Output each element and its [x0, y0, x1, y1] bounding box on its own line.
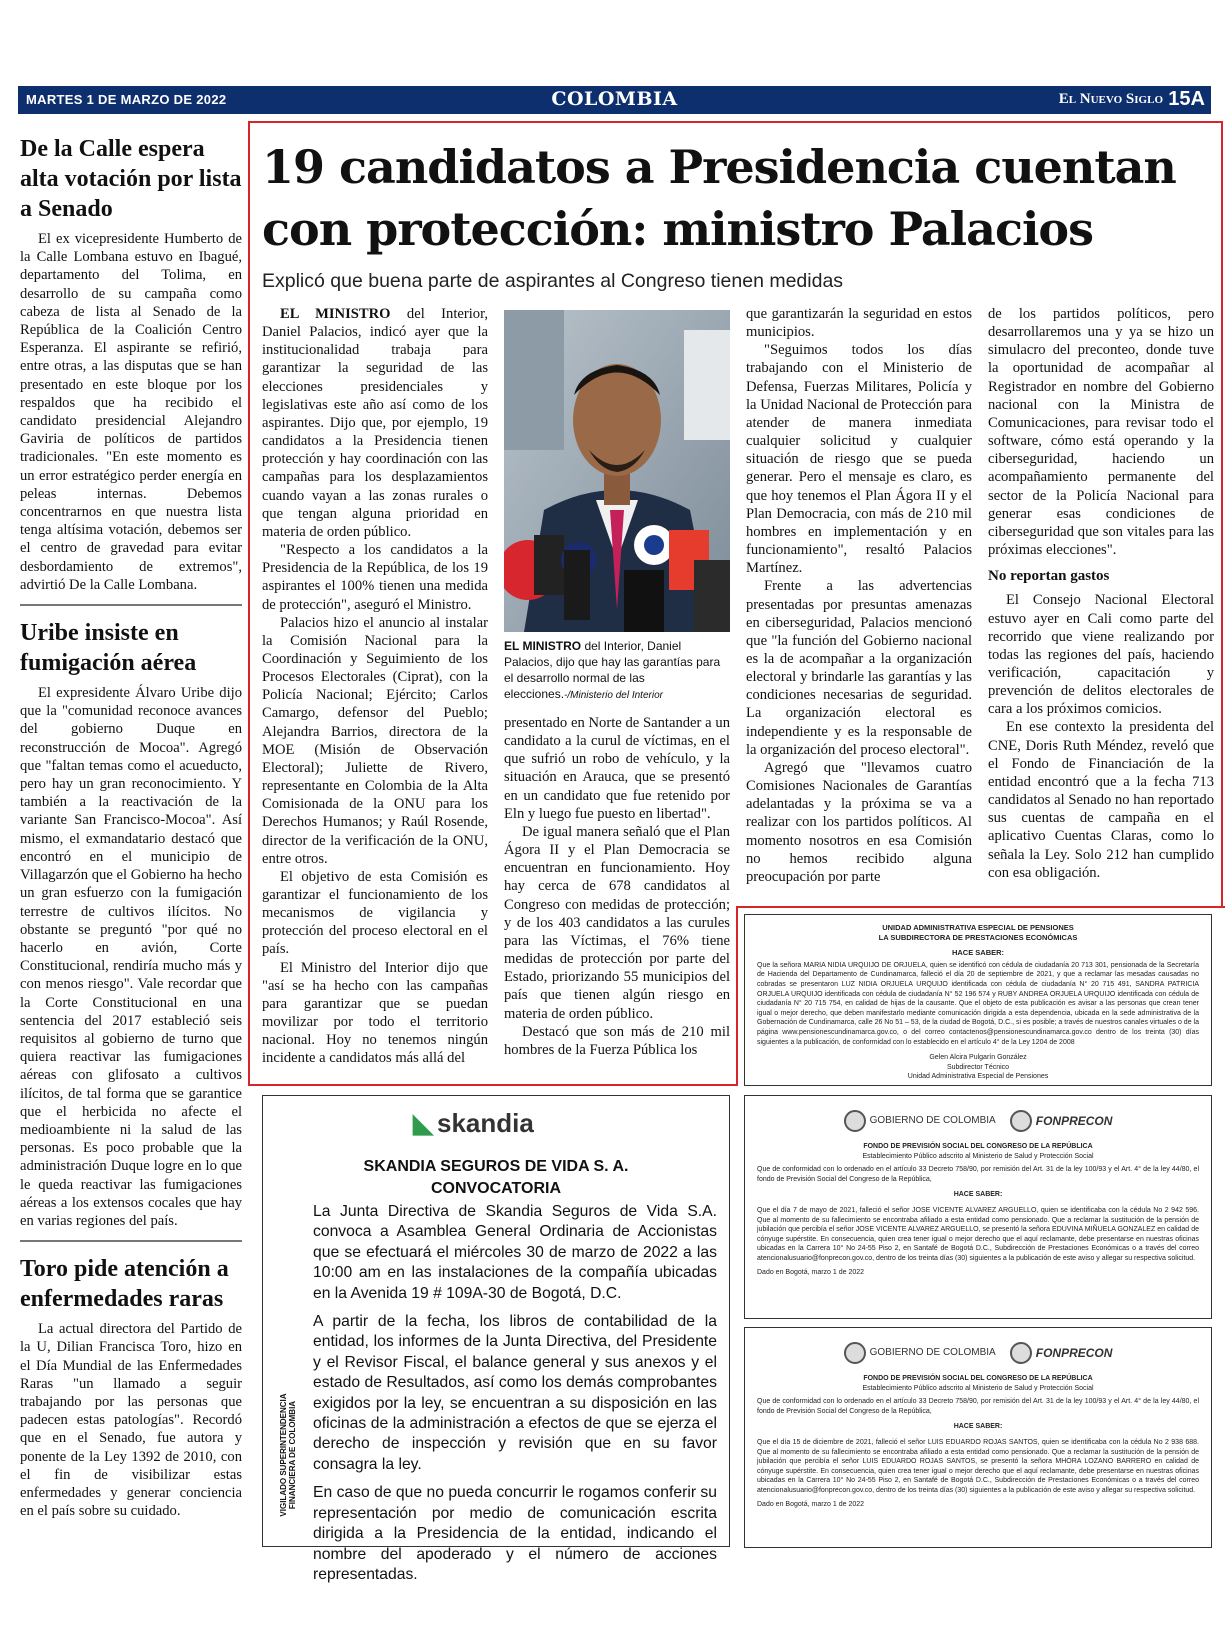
fonprecon-seal-icon	[1010, 1110, 1032, 1132]
article-paragraph	[262, 305, 488, 541]
article-subtitle: No reportan gastos	[988, 568, 1110, 585]
page-header	[18, 86, 1211, 114]
skandia-logo-text: skandia	[437, 1108, 534, 1138]
notice-logos	[757, 1104, 1199, 1138]
brief-body	[20, 230, 242, 594]
brief	[20, 618, 242, 1230]
skandia-logo-icon: ◣	[413, 1108, 433, 1138]
colombia-seal-icon	[844, 1110, 866, 1132]
brief-title: Uribe insiste en fumigación aérea	[20, 620, 197, 677]
photo-credit: -/Ministerio del Interior	[564, 690, 663, 701]
article-subhead: Explicó que buena parte de aspirantes al Congreso tienen medidas	[262, 270, 844, 292]
article-highlight-frame-step	[737, 906, 1225, 908]
article-paragraph: "Seguimos todos los días trabajando con el Ministerio de Defensa, Fuerzas Militares, Policía y la Unidad Nacional de Protección para atender de manera inmediata cualquier solicitud y cualquier situación de riesgo que se pueda generar. Pero el mensaje es claro, es que hoy tenemos el Plan Ágora II y el Plan Democracia, con más de 210 mil hombres en implementación y en funcionamiento", resaltó Palacios Martínez.	[746, 342, 972, 577]
fonprecon-logo	[1010, 1342, 1113, 1364]
article-paragraph: El Ministro del Interior dijo que "así se ha hecho con las campañas para garantizar que se puedan movilizar por todo el territorio nacional. Hoy no tenemos ningún incidente a candidatos más allá del	[262, 959, 488, 1067]
notice-date: Dado en Bogotá, marzo 1 de 2022	[757, 1500, 865, 1508]
caption-text: del Interior, Daniel Palacios, dijo que hay las garantías para el desarrollo normal de las elecciones.	[504, 639, 721, 701]
notice-body: Que el día 15 de diciembre de 2021, falleció el señor LUIS EDUARDO ROJAS SANTOS, quien se identificaba con la cédula No 2 938 688. Que al momento de su fallecimiento se encontraba afiliado a esta entidad como pensionado. Que a reclamar la sustitución de la pensión de jubilación que percibía el señor LUIS EDUARDO ROJAS SANTOS, se presentó la señora MHÓRA LOZANO BARRERO en calidad de cónyuge supérstite. En consecuencia, quien crea tener igual o mejor derecho que el aquí reclamante, debe presentarse en nuestras oficinas ubicadas en la Carrera 10° No 24-55 Piso 2, en Santafé de Bogotá D.C., Subdirección de Prestaciones Económicas o a través del correo atencionalusuario@fonprecon.gov.co, dentro de los treinta días (30) siguientes a la publicación de este aviso y allegar su respectiva solicitud.	[757, 1438, 1199, 1494]
article-column-3	[746, 305, 972, 886]
article-paragraph: De igual manera señaló que el Plan Ágora II y el Plan Democracia se encuentran en funcionamiento. Hoy hay cerca de 678 candidatos al Congreso con medidas de protección; y de los 403 candidatos a las curules para las Víctimas, el 76% tiene medidas de protección por parte del Estado, priorizando 55 municipios del país que tienen algún riesgo en materia de orden público.	[504, 823, 730, 1022]
brief-text: El ex vicepresidente Humberto de la Calle Lombana estuvo en Ibagué, departamento del Tolima, en desarrollo de su campaña como cabeza de lista al Senado de la República de la Coalición Centro Esperanza. El aspirante se refirió, entre otras, a las disputas que se han presentado en este bloque por los respaldos que ha recibido el candidato presidencial Alejandro Gaviria de políticos de partidos tradicionales. "En este momento es un error estratégico perder energía en peleas internas. Debemos concentrarnos en que nuestra lista tenga altísima votación, debemos ser el centro de gravedad para evitar desbordamiento de extremos", advirtió De la Calle Lombana.	[20, 231, 242, 593]
notice-subtitle: Establecimiento Público adscrito al Ministerio de Salud y Protección Social	[862, 1152, 1094, 1160]
article-paragraph: de los partidos políticos, pero desarrollaremos una y ya se hizo un simulacro del preconteo, donde tuve la oportunidad de acompañar al Registrador en nombre del Gobierno nacional con la Ministra de Comunicaciones, para revisar todo el software, cómo está operando y la ciberseguridad, haciendo un acompañamiento permanente del sector de la Policía Nacional para generar esas condiciones de ciberseguridad que son vitales para las próximas elecciones".	[988, 306, 1214, 559]
article-paragraph: "Respecto a los candidatos a la Presidencia de la República, de los 19 aspirantes el 100% tienen una medida de protección", aseguró el Ministro.	[262, 542, 488, 613]
minister-photo	[504, 310, 730, 632]
vigilado-stamp	[273, 1366, 303, 1536]
pension-notice	[744, 914, 1212, 1086]
brief-text: El expresidente Álvaro Uribe dijo que la "comunidad reconoce avances del gobierno Duque en reconstrucción de Mocoa". Agregó que "faltan temas como el acueducto, pero hay un gran reconocimiento. Y también a la reactivación de la variante San Francisco-Mocoa". Así mismo, el exmandatario destacó que encontró en el municipio de Villagarzón que el Gobierno ha hecho un gran esfuerzo con la fumigación terrestre de cultivos ilícitos. No obstante se preguntó "por qué no hacerlo en avión, Corte Constitucional, rendiría mucho más y con menos riesgo". Vale recordar que la Corte Constitucional en una sentencia del 2017 estableció seis requisitos al gobierno de turno que quiera reactivar las fumigaciones aéreas con glifosato a cultivos ilícitos, de tal forma que se garantice que el herbicida no afecte el medioambiente ni la salud de las personas. Es poco probable que la administración Duque logre en lo que le queda reactivar las fumigaciones aéreas a los extensos cocales que hay en varias regiones del país.	[20, 685, 242, 1229]
brief	[20, 1254, 242, 1520]
brief-body	[20, 684, 242, 1230]
fonprecon-notice	[744, 1095, 1212, 1319]
article-paragraph: El objetivo de esta Comisión es garantizar el funcionamiento de los mecanismos de vigilancia y protección del proceso electoral en el país.	[262, 868, 488, 958]
colombia-seal-icon	[844, 1342, 866, 1364]
article-paragraph: Destacó que son más de 210 mil hombres de la Fuerza Pública los	[504, 1023, 730, 1058]
notice-subtitle: Establecimiento Público adscrito al Ministerio de Salud y Protección Social	[862, 1384, 1094, 1392]
notice-signer: Gelen Alcira Pulgarín González	[929, 1054, 1027, 1062]
notice-signer-role: Subdirector Técnico	[946, 1063, 1010, 1071]
skandia-title: CONVOCATORIA	[430, 1180, 562, 1197]
notice-logos	[757, 1336, 1199, 1370]
divider	[20, 604, 242, 606]
article-paragraph: presentado en Norte de Santander a un candidato a la curul de víctimas, en el que sufrió un robo de vehículo, y la situación en Arauca, que se presentó en un candidato que fue retenido por Eln y luego fue puesto en libertad".	[504, 715, 730, 822]
gobierno-logo	[844, 1342, 996, 1364]
notice-hace-saber: HACE SABER:	[953, 1423, 1003, 1431]
gobierno-logo	[844, 1110, 996, 1132]
paragraph-text: del Interior, Daniel Palacios, indicó ayer que la institucionalidad trabaja para garantizar la seguridad de las elecciones presidenciales y legislativas este año así como de los aspirantes. Dijo que, por ejemplo, 19 candidatos a la Presidencia tienen protección y hay coordinación con las campañas para los desplazamientos cuando vayan a las zonas rurales o que tengan alguna prioridad en materia de orden público.	[262, 306, 488, 540]
brief-title: De la Calle espera alta votación por lista a Senado	[20, 136, 242, 222]
brief-title: Toro pide atención a enfermedades raras	[20, 1256, 229, 1313]
caption-lead: EL MINISTRO	[504, 639, 582, 653]
article-paragraph: Agregó que "llevamos cuatro Comisiones Nacionales de Garantías adelantadas y la próxima se va a realizar con los partidos políticos. Al momento nosotros en esa Comisión no hemos recibido alguna preocupación por parte	[746, 759, 972, 885]
gobierno-logo-text: GOBIERNO DE COLOMBIA	[869, 1347, 996, 1358]
vigilado-text: VIGILADO SUPERINTENDENCIA FINANCIERA DE COLOMBIA	[279, 1393, 297, 1517]
notice-hace-saber: HACE SABER:	[953, 1191, 1003, 1199]
page-number: 15A	[1168, 88, 1205, 110]
notice-hace-saber: HACE SABER:	[951, 948, 1005, 958]
divider	[20, 1240, 242, 1242]
fonprecon-notice	[744, 1327, 1212, 1548]
article-paragraph: El Consejo Nacional Electoral estuvo ayer en Cali como parte del recorrido que viene realizando por todas las regiones del país, haciendo verificación, capacitación y prevención de delitos electorales de cara a los próximos comicios.	[988, 592, 1214, 718]
fonprecon-seal-icon	[1010, 1342, 1032, 1364]
article-paragraph: que garantizarán la seguridad en estos municipios.	[746, 306, 972, 341]
article-column-1	[262, 305, 488, 1068]
notice-title: FONDO DE PREVISIÓN SOCIAL DEL CONGRESO DE LA REPÚBLICA	[863, 1143, 1093, 1150]
skandia-paragraph: La Junta Directiva de Skandia Seguros de Vida S.A. convoca a Asamblea General Ordinaria de Accionistas que se efectuará el miércoles 30 de marzo de 2022 a las 10:00 am en las instalaciones de la compañía ubicadas en la Avenida 19 # 109A-30 de Bogotá, D.C.	[313, 1203, 717, 1302]
section-name: COLOMBIA	[551, 88, 678, 110]
skandia-company: SKANDIA SEGUROS DE VIDA S. A.	[363, 1158, 629, 1175]
brief	[20, 134, 242, 594]
notice-body: Que la señora MARIA NIDIA URQUIJO DE ORJUELA, quien se identificó con cédula de ciudadanía 20 713 301, pensionada de la Secretaría de Hacienda del Departamento de Cundinamarca, falleció el día 20 de septiembre de 2021, y que a reclamar las mesadas causadas no cobradas se presentaron LUZ NIDIA ORJUELA URQUIJO identificada con cédula de ciudadanía N° 20 715 491, SANDRA PATRICIA ORJUELA URQUIJO identificada con cédula de ciudadanía N° 52 196 574 y RUBY ANDREA ORJUELA URQUIJO identificada con cédula de ciudadanía N° 20 715 754, en calidad de hijas de la causante. Que el objeto de esta publicación es avisar a las personas que crean tener igual o mejor derecho, que deben manifestarlo mediante comunicación dirigida a esta dependencia, ubicada en la sede administrativa de la Gobernación de Cundinamarca, calle 26 No 51 – 53, de la ciudad de Bogotá, D.C., si es posible; a través de nuestros canales virtuales o de la página www.pensionescundinamarca.gov.co, o del correo contactenos@pensionescundinamarca.gov.co dentro de los treinta (30) días siguientes a la publicación, de conformidad con lo establecido en el artículo 4° de la Ley 1204 de 2008	[757, 961, 1199, 1046]
article-paragraph: Frente a las advertencias presentadas por presuntas amenazas en ciberseguridad, Palacios mencionó que "la función del Gobierno nacional es la de acompañar a la organización electoral y brindarle las garantías y las condiciones necesarias de seguridad. La organización electoral es independiente y es la responsable de la organización del proceso electoral".	[746, 578, 972, 758]
notice-title: FONDO DE PREVISIÓN SOCIAL DEL CONGRESO DE LA REPÚBLICA	[863, 1375, 1093, 1382]
brief-text: La actual directora del Partido de la U, Dilian Francisca Toro, hizo en el Día Mundial de las Enfermedades Raras "un llamado a seguir trabajando por las personas que padecen estas patologías". Recordó que en el Senado, fue autora y ponente de la Ley 1392 de 2010, con el fin de visibilizar estas enfermedades y generar conciencia en el país sobre su cuidado.	[20, 1321, 242, 1520]
skandia-logo	[413, 1108, 534, 1139]
fonprecon-logo-text: FONPRECON	[1035, 1114, 1113, 1128]
fonprecon-logo	[1010, 1110, 1113, 1132]
lead-in: EL MINISTRO	[280, 306, 391, 322]
notice-intro: Que de conformidad con lo ordenado en el artículo 33 Decreto 758/90, por remisión del Art. 31 de la ley 100/93 y el Art. 4° de la ley 44/80, el fondo de Previsión Social del Congreso de la República,	[757, 1398, 1199, 1415]
article-column-2	[504, 714, 730, 1059]
notice-signer-org: Unidad Administrativa Especial de Pensiones	[907, 1073, 1049, 1081]
skandia-body	[313, 1202, 717, 1593]
gobierno-logo-text: GOBIERNO DE COLOMBIA	[869, 1115, 996, 1126]
minister-photo-illustration	[504, 310, 730, 632]
article-paragraph: Palacios hizo el anuncio al instalar la Comisión Nacional para la Coordinación y Seguimiento de los Procesos Electorales (Ciprat), con la Policía Nacional; Ejército; Carlos Camargo, defensor del Pueblo; Alejandra Barrios, directora de la MOE (Misión de Observación Electoral); Juliette de Rivero, representante en Colombia de la Alta Comisionada de la ONU para los Derechos Humanos; y Raúl Rosende, director de la verificación de la ONU, entre otros.	[262, 614, 488, 867]
notice-title: UNIDAD ADMINISTRATIVA ESPECIAL DE PENSIONES	[882, 923, 1074, 932]
article-headline: 19 candidatos a Presidencia cuentan con protección: ministro Palacios	[262, 140, 1176, 256]
notice-intro: Que de conformidad con lo ordenado en el artículo 33 Decreto 758/90, por remisión del Art. 31 de la ley 100/93 y el Art. 4° de la ley 44/80, el fondo de Previsión Social del Congreso de la República,	[757, 1166, 1199, 1183]
briefs-column	[20, 134, 242, 1520]
fonprecon-logo-text: FONPRECON	[1035, 1346, 1113, 1360]
article-paragraph: En ese contexto la presidenta del CNE, Doris Ruth Méndez, reveló que el Fondo de Financiación de la entidad encontró que a la fecha 713 candidatos al Senado no han reportado sus cuentas de campaña en el aplicativo Cuentas Claras, como lo señala la Ley. Solo 212 han cumplido con esa obligación.	[988, 719, 1214, 881]
notice-date: Dado en Bogotá, marzo 1 de 2022	[757, 1268, 865, 1276]
notice-body: Que el día 7 de mayo de 2021, falleció el señor JOSE VICENTE ALVAREZ ARGUELLO, quien se identificaba con la cédula No 2 942 596. Que al momento de su fallecimiento se encontraba afiliado a esta entidad como pensionado. Que a reclamar la sustitución de la pensión de jubilación que percibía el señor JOSE VICENTE ALVAREZ ARGUELLO, se presentó la señora EDUVINA MIÑUELA GONZALEZ en calidad de cónyuge supérstite. En consecuencia, quien crea tener igual o mejor derecho que el aquí reclamante, debe presentarse en nuestras oficinas ubicadas en la Carrera 10° No 24-55 Piso 2, en Santafé de Bogotá D.C., Subdirección de Prestaciones Económicas o a través del correo atencionalusuario@fonprecon.gov.co, dentro de los treinta días (30) siguientes a la publicación de este aviso y allegar su respectiva solicitud.	[757, 1206, 1199, 1262]
photo-caption	[504, 638, 730, 704]
skandia-paragraph: A partir de la fecha, los libros de contabilidad de la entidad, los informes de la Junta Directiva, del Presidente y el Revisor Fiscal, el balance general y sus anexos y el estado de Resultados, así como los demás comprobantes exigidos por la ley, se encuentran a su disposición en las oficinas de la administración a efectos de que se ejerza el derecho de inspección y revisión que en su favor consagra la ley.	[313, 1313, 717, 1473]
skandia-notice	[262, 1095, 730, 1583]
brief-body	[20, 1320, 242, 1520]
notice-subtitle: LA SUBDIRECTORA DE PRESTACIONES ECONÓMICAS	[878, 932, 1078, 942]
article-column-4	[988, 305, 1214, 882]
skandia-paragraph: En caso de que no pueda concurrir le rogamos conferir su representación por medio de comunicación escrita dirigida a la Presidencia de la entidad, indicando el nombre del apoderado y el número de acciones representadas.	[313, 1484, 717, 1583]
issue-date: MARTES 1 DE MARZO DE 2022	[26, 92, 227, 107]
newspaper-name: El Nuevo Siglo	[1058, 91, 1163, 107]
